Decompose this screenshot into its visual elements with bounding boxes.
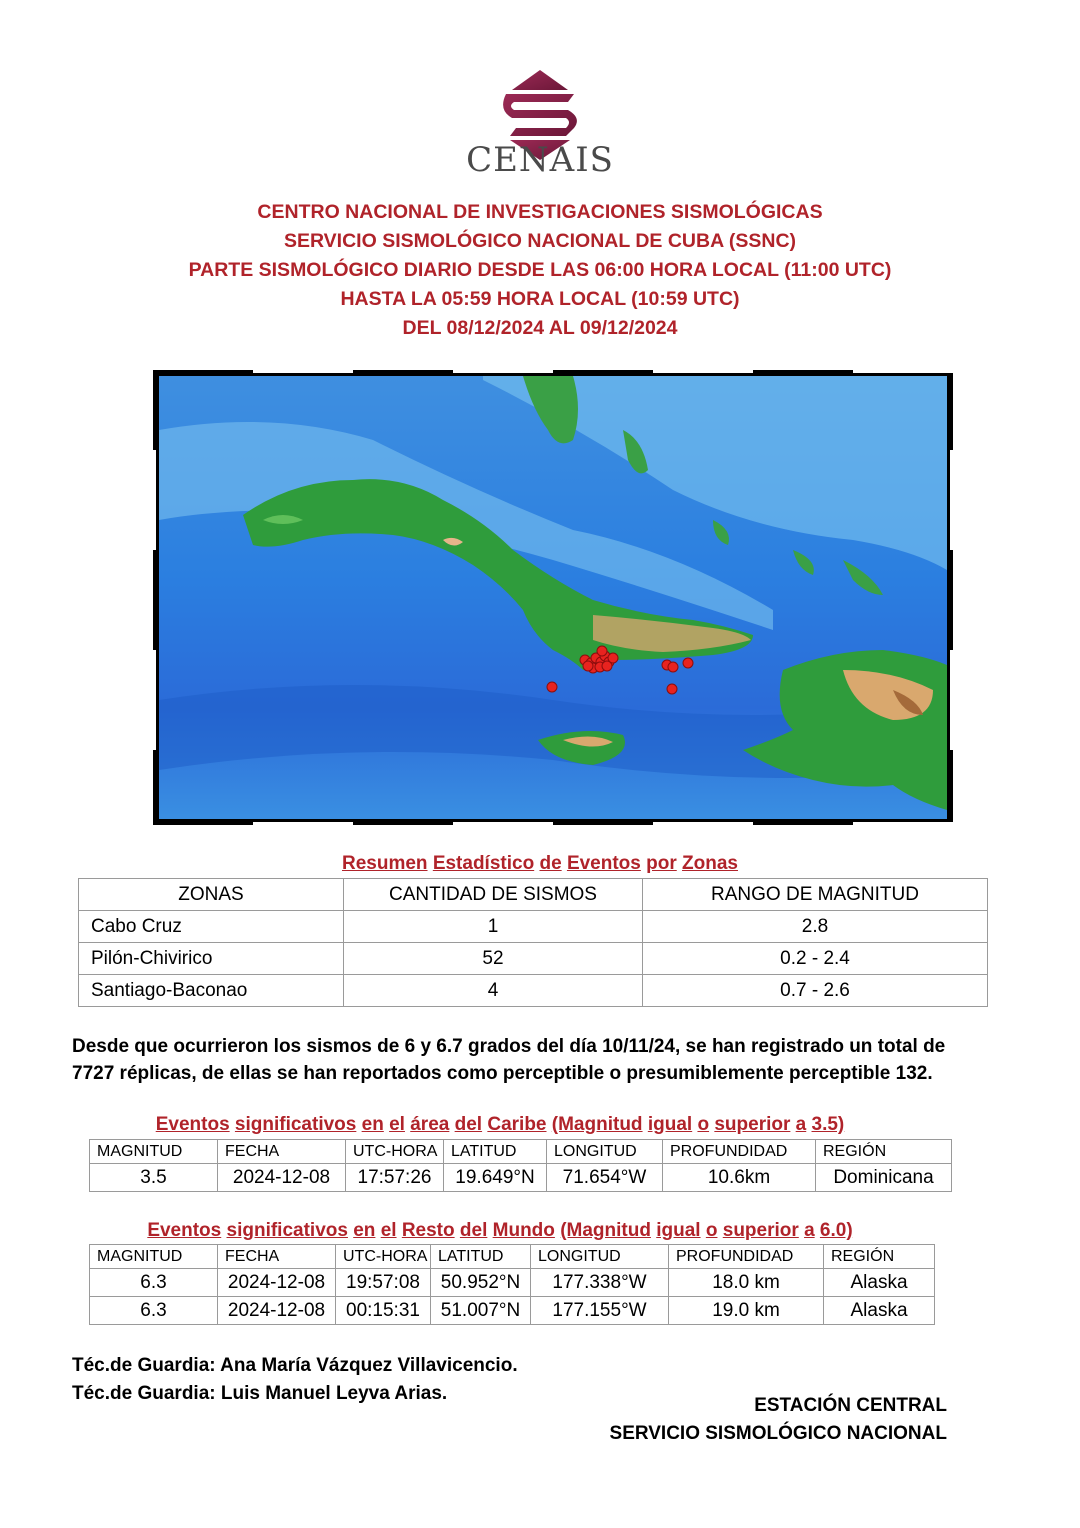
table-row: [79, 943, 988, 975]
region-cell: Alaska: [824, 1297, 935, 1325]
title-word: área: [410, 1114, 450, 1135]
epicenter-marker: [667, 684, 677, 694]
title-word: Resumen: [342, 853, 428, 874]
header-cell: UTC-HORA: [346, 1140, 444, 1164]
region-cell: Alaska: [824, 1269, 935, 1297]
epicenter-marker: [608, 653, 618, 663]
report-header: [0, 198, 1080, 343]
header-cell: UTC-HORA: [336, 1245, 431, 1269]
count-cell: 1: [344, 911, 643, 943]
station-signature: [610, 1392, 947, 1448]
header-cell: LONGITUD: [547, 1140, 663, 1164]
world-events-title: [0, 1220, 1000, 1242]
epicenter-marker: [668, 662, 678, 672]
duty-technician-2: Téc.de Guardia: Luis Manuel Leyva Arias.: [72, 1383, 448, 1404]
title-word: significativos: [226, 1220, 348, 1241]
epicenter-marker: [547, 682, 557, 692]
title-word: a: [804, 1220, 815, 1241]
region-cell: Dominicana: [816, 1164, 952, 1192]
table-header-row: [90, 1245, 935, 1269]
header-institution: CENTRO NACIONAL DE INVESTIGACIONES SISMOLÓGICAS: [257, 201, 823, 223]
title-word: significativos: [234, 1114, 357, 1135]
duty-technicians: [72, 1352, 518, 1408]
header-cell: RANGO DE MAGNITUD: [643, 879, 988, 911]
time-cell: 00:15:31: [336, 1297, 431, 1325]
longitude-cell: 71.654°W: [547, 1164, 663, 1192]
title-word: en: [353, 1220, 376, 1241]
table-row: [79, 911, 988, 943]
header-cell: PROFUNDIDAD: [669, 1245, 824, 1269]
date-cell: 2024-12-08: [218, 1297, 336, 1325]
longitude-cell: 177.155°W: [531, 1297, 669, 1325]
zone-cell: Cabo Cruz: [79, 911, 344, 943]
title-word: del: [459, 1220, 488, 1241]
header-cell: REGIÓN: [816, 1140, 952, 1164]
title-word: (Magnitud: [560, 1220, 651, 1241]
longitude-cell: 177.338°W: [531, 1269, 669, 1297]
time-cell: 17:57:26: [346, 1164, 444, 1192]
logo-wordmark: CENAIS: [466, 140, 614, 180]
table-row: [90, 1297, 935, 1325]
title-word: de: [539, 853, 562, 874]
title-word: del: [454, 1114, 483, 1135]
title-word: Eventos: [566, 853, 641, 874]
title-word: el: [389, 1114, 405, 1135]
date-cell: 2024-12-08: [218, 1164, 346, 1192]
magnitude-range-cell: 2.8: [643, 911, 988, 943]
title-word: Eventos: [155, 1114, 230, 1135]
header-cell: MAGNITUD: [90, 1245, 218, 1269]
latitude-cell: 19.649°N: [444, 1164, 547, 1192]
header-cell: LONGITUD: [531, 1245, 669, 1269]
title-word: Zonas: [682, 853, 738, 874]
latitude-cell: 51.007°N: [431, 1297, 531, 1325]
title-word: Estadístico: [432, 853, 535, 874]
magnitude-cell: 6.3: [90, 1269, 218, 1297]
header-service: SERVICIO SISMOLÓGICO NACIONAL DE CUBA (SSNC): [283, 230, 797, 252]
header-cell: FECHA: [218, 1140, 346, 1164]
title-word: por: [646, 853, 677, 874]
zones-summary-title: [0, 853, 1080, 875]
magnitude-cell: 3.5: [90, 1164, 218, 1192]
table-row: [90, 1269, 935, 1297]
time-cell: 19:57:08: [336, 1269, 431, 1297]
title-word: o: [697, 1114, 710, 1135]
magnitude-range-cell: 0.2 - 2.4: [643, 943, 988, 975]
title-word: (Magnitud: [551, 1114, 643, 1135]
header-cell: LATITUD: [444, 1140, 547, 1164]
table-header-row: [79, 879, 988, 911]
title-word: 3.5): [811, 1114, 845, 1135]
title-word: Resto: [401, 1220, 455, 1241]
title-word: igual: [656, 1220, 701, 1241]
latitude-cell: 50.952°N: [431, 1269, 531, 1297]
title-word: superior: [722, 1220, 799, 1241]
header-cell: CANTIDAD DE SISMOS: [344, 879, 643, 911]
header-date-range: DEL 08/12/2024 AL 09/12/2024: [402, 317, 678, 339]
zone-cell: Santiago-Baconao: [79, 975, 344, 1007]
header-cell: ZONAS: [79, 879, 344, 911]
magnitude-cell: 6.3: [90, 1297, 218, 1325]
station-name: ESTACIÓN CENTRAL: [754, 1395, 947, 1416]
count-cell: 52: [344, 943, 643, 975]
header-cell: MAGNITUD: [90, 1140, 218, 1164]
depth-cell: 19.0 km: [669, 1297, 824, 1325]
depth-cell: 18.0 km: [669, 1269, 824, 1297]
title-word: a: [795, 1114, 807, 1135]
epicenter-marker: [683, 658, 693, 668]
title-word: o: [705, 1220, 718, 1241]
header-cell: PROFUNDIDAD: [663, 1140, 816, 1164]
date-cell: 2024-12-08: [218, 1269, 336, 1297]
title-word: igual: [647, 1114, 693, 1135]
title-word: 6.0): [819, 1220, 853, 1241]
count-cell: 4: [344, 975, 643, 1007]
table-header-row: [90, 1140, 952, 1164]
caribbean-events-table: [89, 1139, 952, 1192]
table-row: [90, 1164, 952, 1192]
world-events-table: [89, 1244, 935, 1325]
service-name: SERVICIO SISMOLÓGICO NACIONAL: [609, 1423, 947, 1444]
aftershock-summary-text: Desde que ocurrieron los sismos de 6 y 6.7 grados del día 10/11/24, se han registrado un total de 7727 réplicas, de ellas se han reportados como perceptible o presumiblemente perceptible 132.: [72, 1036, 946, 1084]
header-report-start: PARTE SISMOLÓGICO DIARIO DESDE LAS 06:00 HORA LOCAL (11:00 UTC): [188, 259, 892, 281]
title-word: Caribe: [487, 1114, 547, 1135]
title-word: en: [361, 1114, 384, 1135]
table-row: [79, 975, 988, 1007]
duty-technician-1: Téc.de Guardia: Ana María Vázquez Villavicencio.: [72, 1355, 518, 1376]
epicenter-marker: [583, 661, 593, 671]
caribbean-events-title: [0, 1114, 1000, 1136]
magnitude-range-cell: 0.7 - 2.6: [643, 975, 988, 1007]
header-report-end: HASTA LA 05:59 HORA LOCAL (10:59 UTC): [340, 288, 740, 310]
zones-summary-table: [78, 878, 988, 1007]
title-word: el: [380, 1220, 397, 1241]
seismic-map: [153, 370, 953, 825]
title-word: superior: [714, 1114, 791, 1135]
zone-cell: Pilón-Chivirico: [79, 943, 344, 975]
header-cell: FECHA: [218, 1245, 336, 1269]
depth-cell: 10.6km: [663, 1164, 816, 1192]
title-word: Mundo: [492, 1220, 555, 1241]
title-word: Eventos: [147, 1220, 222, 1241]
header-cell: LATITUD: [431, 1245, 531, 1269]
header-cell: REGIÓN: [824, 1245, 935, 1269]
epicenter-marker: [597, 646, 607, 656]
